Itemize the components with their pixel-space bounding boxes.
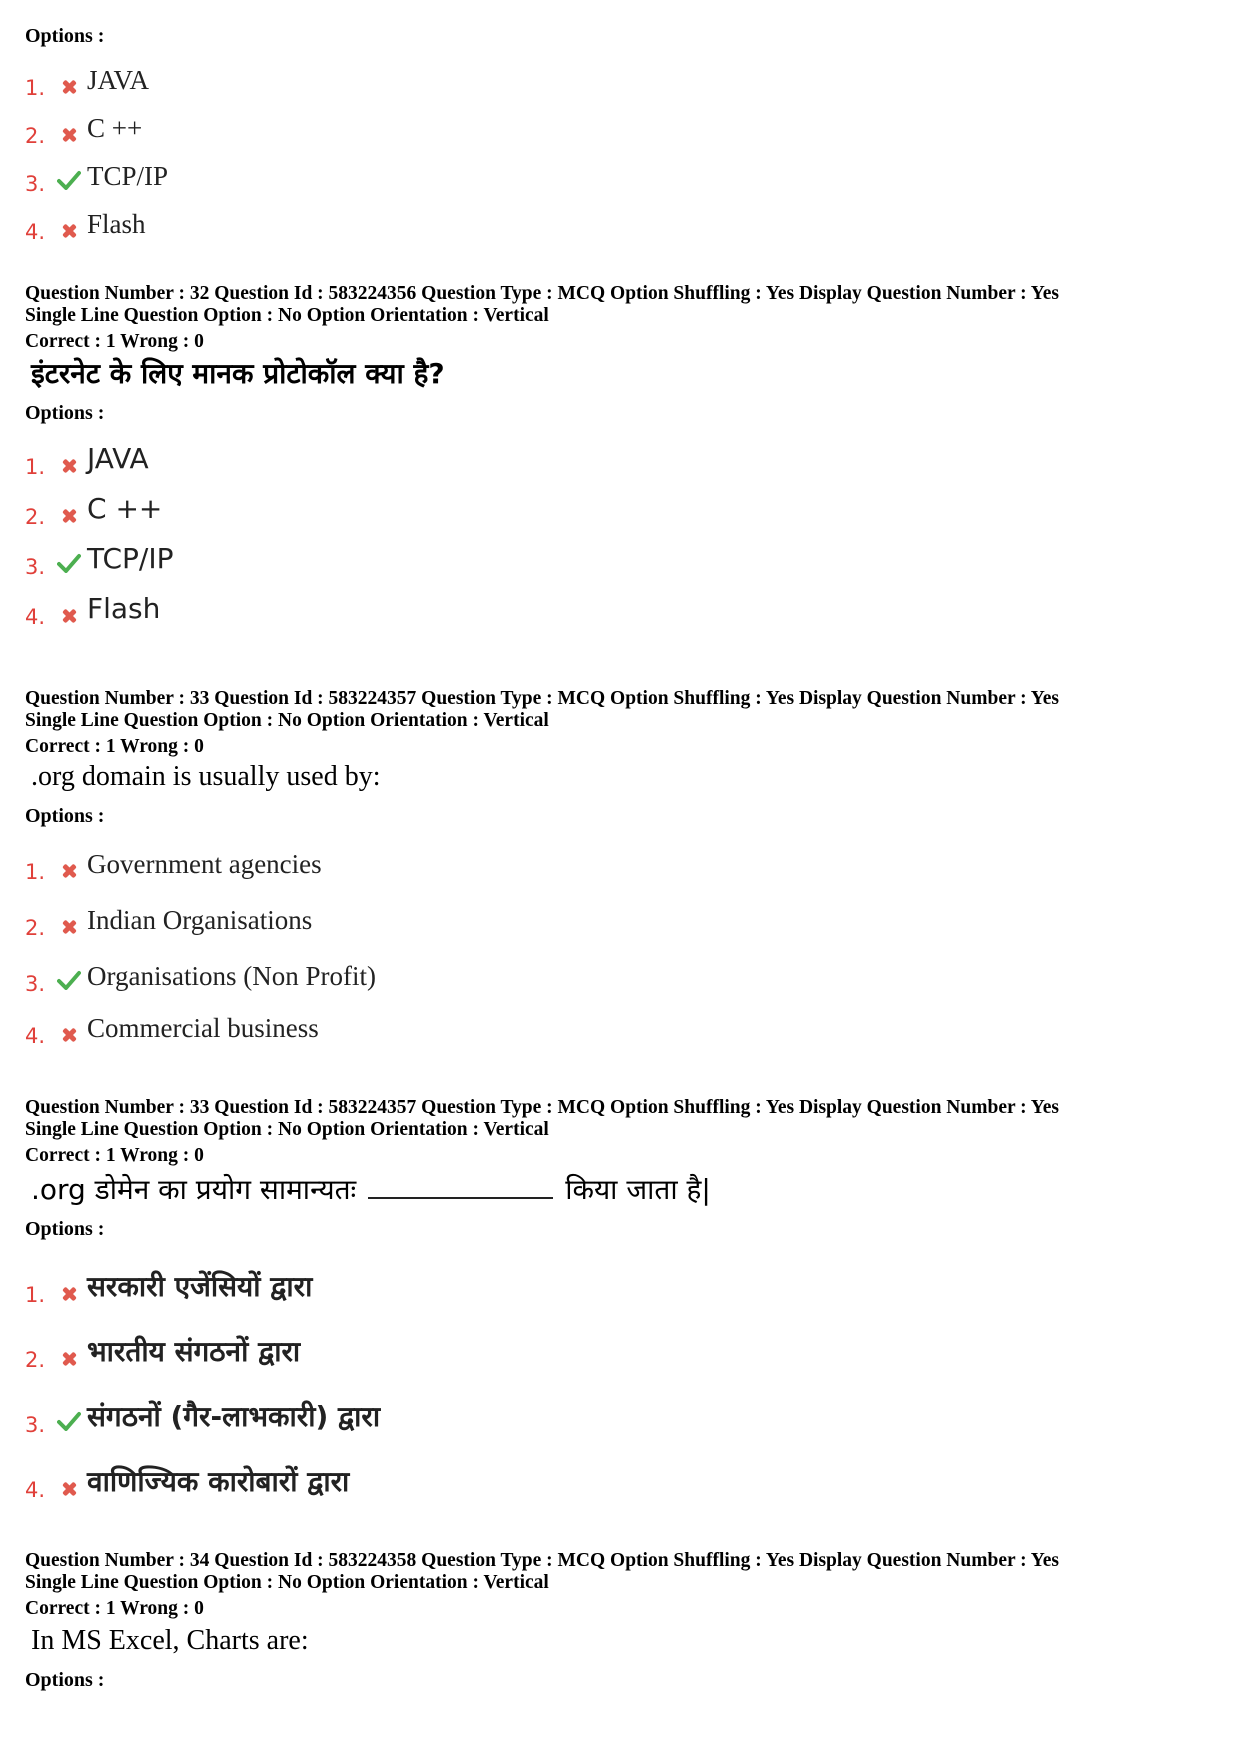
option-row <box>25 525 1220 579</box>
option-row <box>25 1433 1220 1502</box>
question-text-part: .org डोमेन का प्रयोग सामान्यतः <box>31 1173 357 1206</box>
option-text: Indian Organisations <box>87 905 313 935</box>
cross-icon <box>51 609 87 623</box>
question-meta <box>25 283 1220 353</box>
option-text: C ++ <box>87 113 143 143</box>
option-row <box>25 828 1220 884</box>
score-line: Correct : 1 Wrong : 0 <box>25 736 204 757</box>
option-text: TCP/IP <box>87 161 169 191</box>
option-text: Organisations (Non Profit) <box>87 961 376 991</box>
option-number: 2. <box>25 124 46 148</box>
question-meta <box>25 1550 1220 1620</box>
option-number: 1. <box>25 1283 46 1307</box>
meta-line: Single Line Question Option : No Option Orientation : Vertical <box>25 710 549 731</box>
question-block-32-hi <box>25 283 1220 629</box>
options-label: Options : <box>25 1669 105 1691</box>
option-number: 3. <box>25 1413 46 1437</box>
option-number: 4. <box>25 605 46 629</box>
option-text: TCP/IP <box>87 542 174 575</box>
option-row <box>25 1241 1220 1307</box>
option-row <box>25 1303 1220 1372</box>
option-row <box>25 144 1220 196</box>
option-number: 4. <box>25 1478 46 1502</box>
question-meta <box>25 1097 1220 1167</box>
cross-icon <box>51 128 87 142</box>
option-number: 3. <box>25 172 46 196</box>
score-line: Correct : 1 Wrong : 0 <box>25 1145 204 1166</box>
option-text: Commercial business <box>87 1013 319 1043</box>
option-text: JAVA <box>87 442 149 475</box>
question-block-33-hi <box>25 1097 1220 1502</box>
option-row <box>25 1368 1220 1437</box>
option-row <box>25 425 1220 479</box>
option-text: Government agencies <box>87 849 322 879</box>
option-text: सरकारी एजेंसियों द्वारा <box>87 1270 313 1303</box>
option-number: 3. <box>25 555 46 579</box>
cross-icon <box>51 80 87 94</box>
option-number: 4. <box>25 220 46 244</box>
question-meta <box>25 688 1220 758</box>
cross-icon <box>51 1482 87 1496</box>
cross-icon <box>51 1352 87 1366</box>
cross-icon <box>51 864 87 878</box>
score-line: Correct : 1 Wrong : 0 <box>25 1598 204 1619</box>
options-block-0 <box>25 24 1220 244</box>
meta-line: Single Line Question Option : No Option Orientation : Vertical <box>25 1119 549 1140</box>
option-number: 2. <box>25 916 46 940</box>
cross-icon <box>51 459 87 473</box>
cross-icon <box>51 1287 87 1301</box>
option-text: Flash <box>87 592 161 625</box>
meta-line: Single Line Question Option : No Option Orientation : Vertical <box>25 1572 549 1593</box>
option-row <box>25 96 1220 148</box>
option-text: JAVA <box>87 65 150 95</box>
cross-icon <box>51 920 87 934</box>
meta-line: Question Number : 32 Question Id : 583224356 Question Type : MCQ Option Shuffling : Yes Display Question Number : Yes <box>25 283 1059 304</box>
question-text: इंटरनेट के लिए मानक प्रोटोकॉल क्या है? <box>31 357 445 390</box>
option-number: 1. <box>25 860 46 884</box>
option-row <box>25 575 1220 629</box>
option-text: वाणिज्यिक कारोबारों द्वारा <box>87 1465 350 1498</box>
option-row <box>25 880 1220 940</box>
option-text: C ++ <box>87 492 163 525</box>
question-text: .org domain is usually used by: <box>31 761 381 792</box>
question-block-34-en <box>25 1550 1220 1692</box>
question-text <box>25 1173 1220 1207</box>
options-label: Options : <box>25 805 105 827</box>
option-row <box>25 475 1220 529</box>
option-row <box>25 50 1220 100</box>
option-text: संगठनों (गैर-लाभकारी) द्वारा <box>87 1400 381 1433</box>
meta-line: Question Number : 33 Question Id : 583224357 Question Type : MCQ Option Shuffling : Yes Display Question Number : Yes <box>25 688 1059 709</box>
check-icon <box>51 1411 87 1431</box>
meta-line: Question Number : 33 Question Id : 583224357 Question Type : MCQ Option Shuffling : Yes Display Question Number : Yes <box>25 1097 1059 1118</box>
option-row <box>25 192 1220 244</box>
question-block-33-en <box>25 688 1220 1048</box>
option-text: भारतीय संगठनों द्वारा <box>87 1335 301 1368</box>
score-line: Correct : 1 Wrong : 0 <box>25 331 204 352</box>
cross-icon <box>51 224 87 238</box>
answer-blank <box>368 1173 553 1199</box>
cross-icon <box>51 509 87 523</box>
check-icon <box>51 553 87 573</box>
option-text: Flash <box>87 209 146 239</box>
check-icon <box>51 970 87 990</box>
option-number: 4. <box>25 1024 46 1048</box>
meta-line: Question Number : 34 Question Id : 583224358 Question Type : MCQ Option Shuffling : Yes Display Question Number : Yes <box>25 1550 1059 1571</box>
option-row <box>25 992 1220 1048</box>
options-label: Options : <box>25 1218 105 1240</box>
check-icon <box>51 170 87 190</box>
options-label: Options : <box>25 402 105 424</box>
options-label: Options : <box>25 25 105 47</box>
question-text: In MS Excel, Charts are: <box>31 1625 309 1656</box>
question-text-part: किया जाता है| <box>565 1173 711 1206</box>
cross-icon <box>51 1028 87 1042</box>
option-row <box>25 936 1220 996</box>
option-number: 2. <box>25 505 46 529</box>
option-number: 1. <box>25 455 46 479</box>
option-number: 2. <box>25 1348 46 1372</box>
option-number: 1. <box>25 76 46 100</box>
meta-line: Single Line Question Option : No Option Orientation : Vertical <box>25 305 549 326</box>
option-number: 3. <box>25 972 46 996</box>
